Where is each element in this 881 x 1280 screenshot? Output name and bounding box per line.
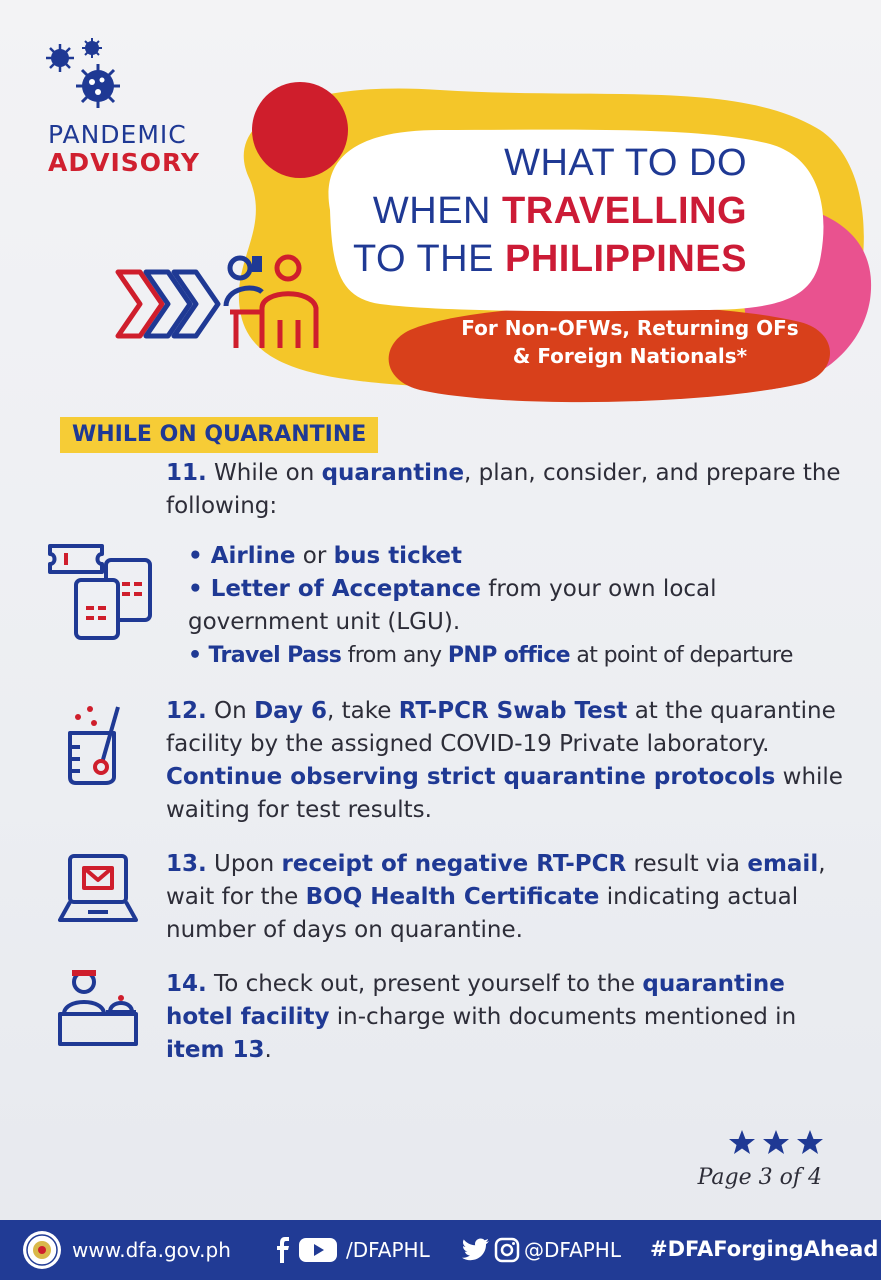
list-item: • Letter of Acceptance from your own local government unit (LGU).	[188, 576, 717, 635]
virus-cluster-icon	[46, 38, 156, 120]
list-item: • Travel Pass from any PNP office at point of departure	[188, 643, 793, 668]
laptop-email-icon	[58, 852, 138, 926]
item-14: 14. To check out, present yourself to the quarantine hotel facility in-charge with documents mentioned in item 13.	[166, 971, 797, 1063]
travel-chevrons-icon	[112, 248, 342, 360]
subtitle: For Non-OFWs, Returning OFs & Foreign Nationals*	[461, 316, 799, 368]
title-line-2: WHEN TRAVELLING	[372, 190, 747, 232]
hotel-reception-icon	[56, 966, 140, 1048]
stars-icon	[728, 1126, 824, 1160]
section-title: WHILE ON QUARANTINE	[60, 417, 378, 453]
brand-line-advisory: ADVISORY	[48, 148, 200, 177]
item-11: 11. While on quarantine, plan, consider, and prepare the following:	[166, 460, 841, 519]
dfa-seal-icon	[22, 1230, 62, 1270]
page-number: Page 3 of 4	[697, 1165, 822, 1190]
facebook-icon[interactable]	[272, 1237, 294, 1263]
item-13: 13. Upon receipt of negative RT-PCR result via email, wait for the BOQ Health Certificate indicating actual number of days on quarantine.	[166, 851, 826, 943]
instagram-icon[interactable]	[494, 1237, 520, 1263]
footer-hashtag: #DFAForgingAhead	[650, 1237, 879, 1261]
footer-handle-facebook-youtube[interactable]: /DFAPHL	[346, 1238, 430, 1262]
brand-line-pandemic: PANDEMIC	[48, 120, 187, 149]
youtube-icon[interactable]	[298, 1237, 338, 1263]
title-line-3: TO THE PHILIPPINES	[352, 238, 747, 280]
twitter-icon[interactable]	[462, 1238, 490, 1262]
list-item: • Airline or bus ticket	[188, 543, 462, 569]
footer-website-link[interactable]: www.dfa.gov.ph	[72, 1238, 231, 1262]
title-line-1: WHAT TO DO	[504, 142, 747, 184]
item-12: 12. On Day 6, take RT-PCR Swab Test at the quarantine facility by the assigned COVID-19 Private laboratory. Continue observing strict quarantine protocols while waiting for test results.	[166, 698, 843, 823]
tickets-icon	[46, 540, 158, 640]
item-11-checklist	[188, 540, 838, 672]
footer-bar	[0, 1220, 881, 1280]
lab-test-icon	[64, 703, 130, 785]
footer-handle-twitter-instagram[interactable]: @DFAPHL	[524, 1238, 621, 1262]
